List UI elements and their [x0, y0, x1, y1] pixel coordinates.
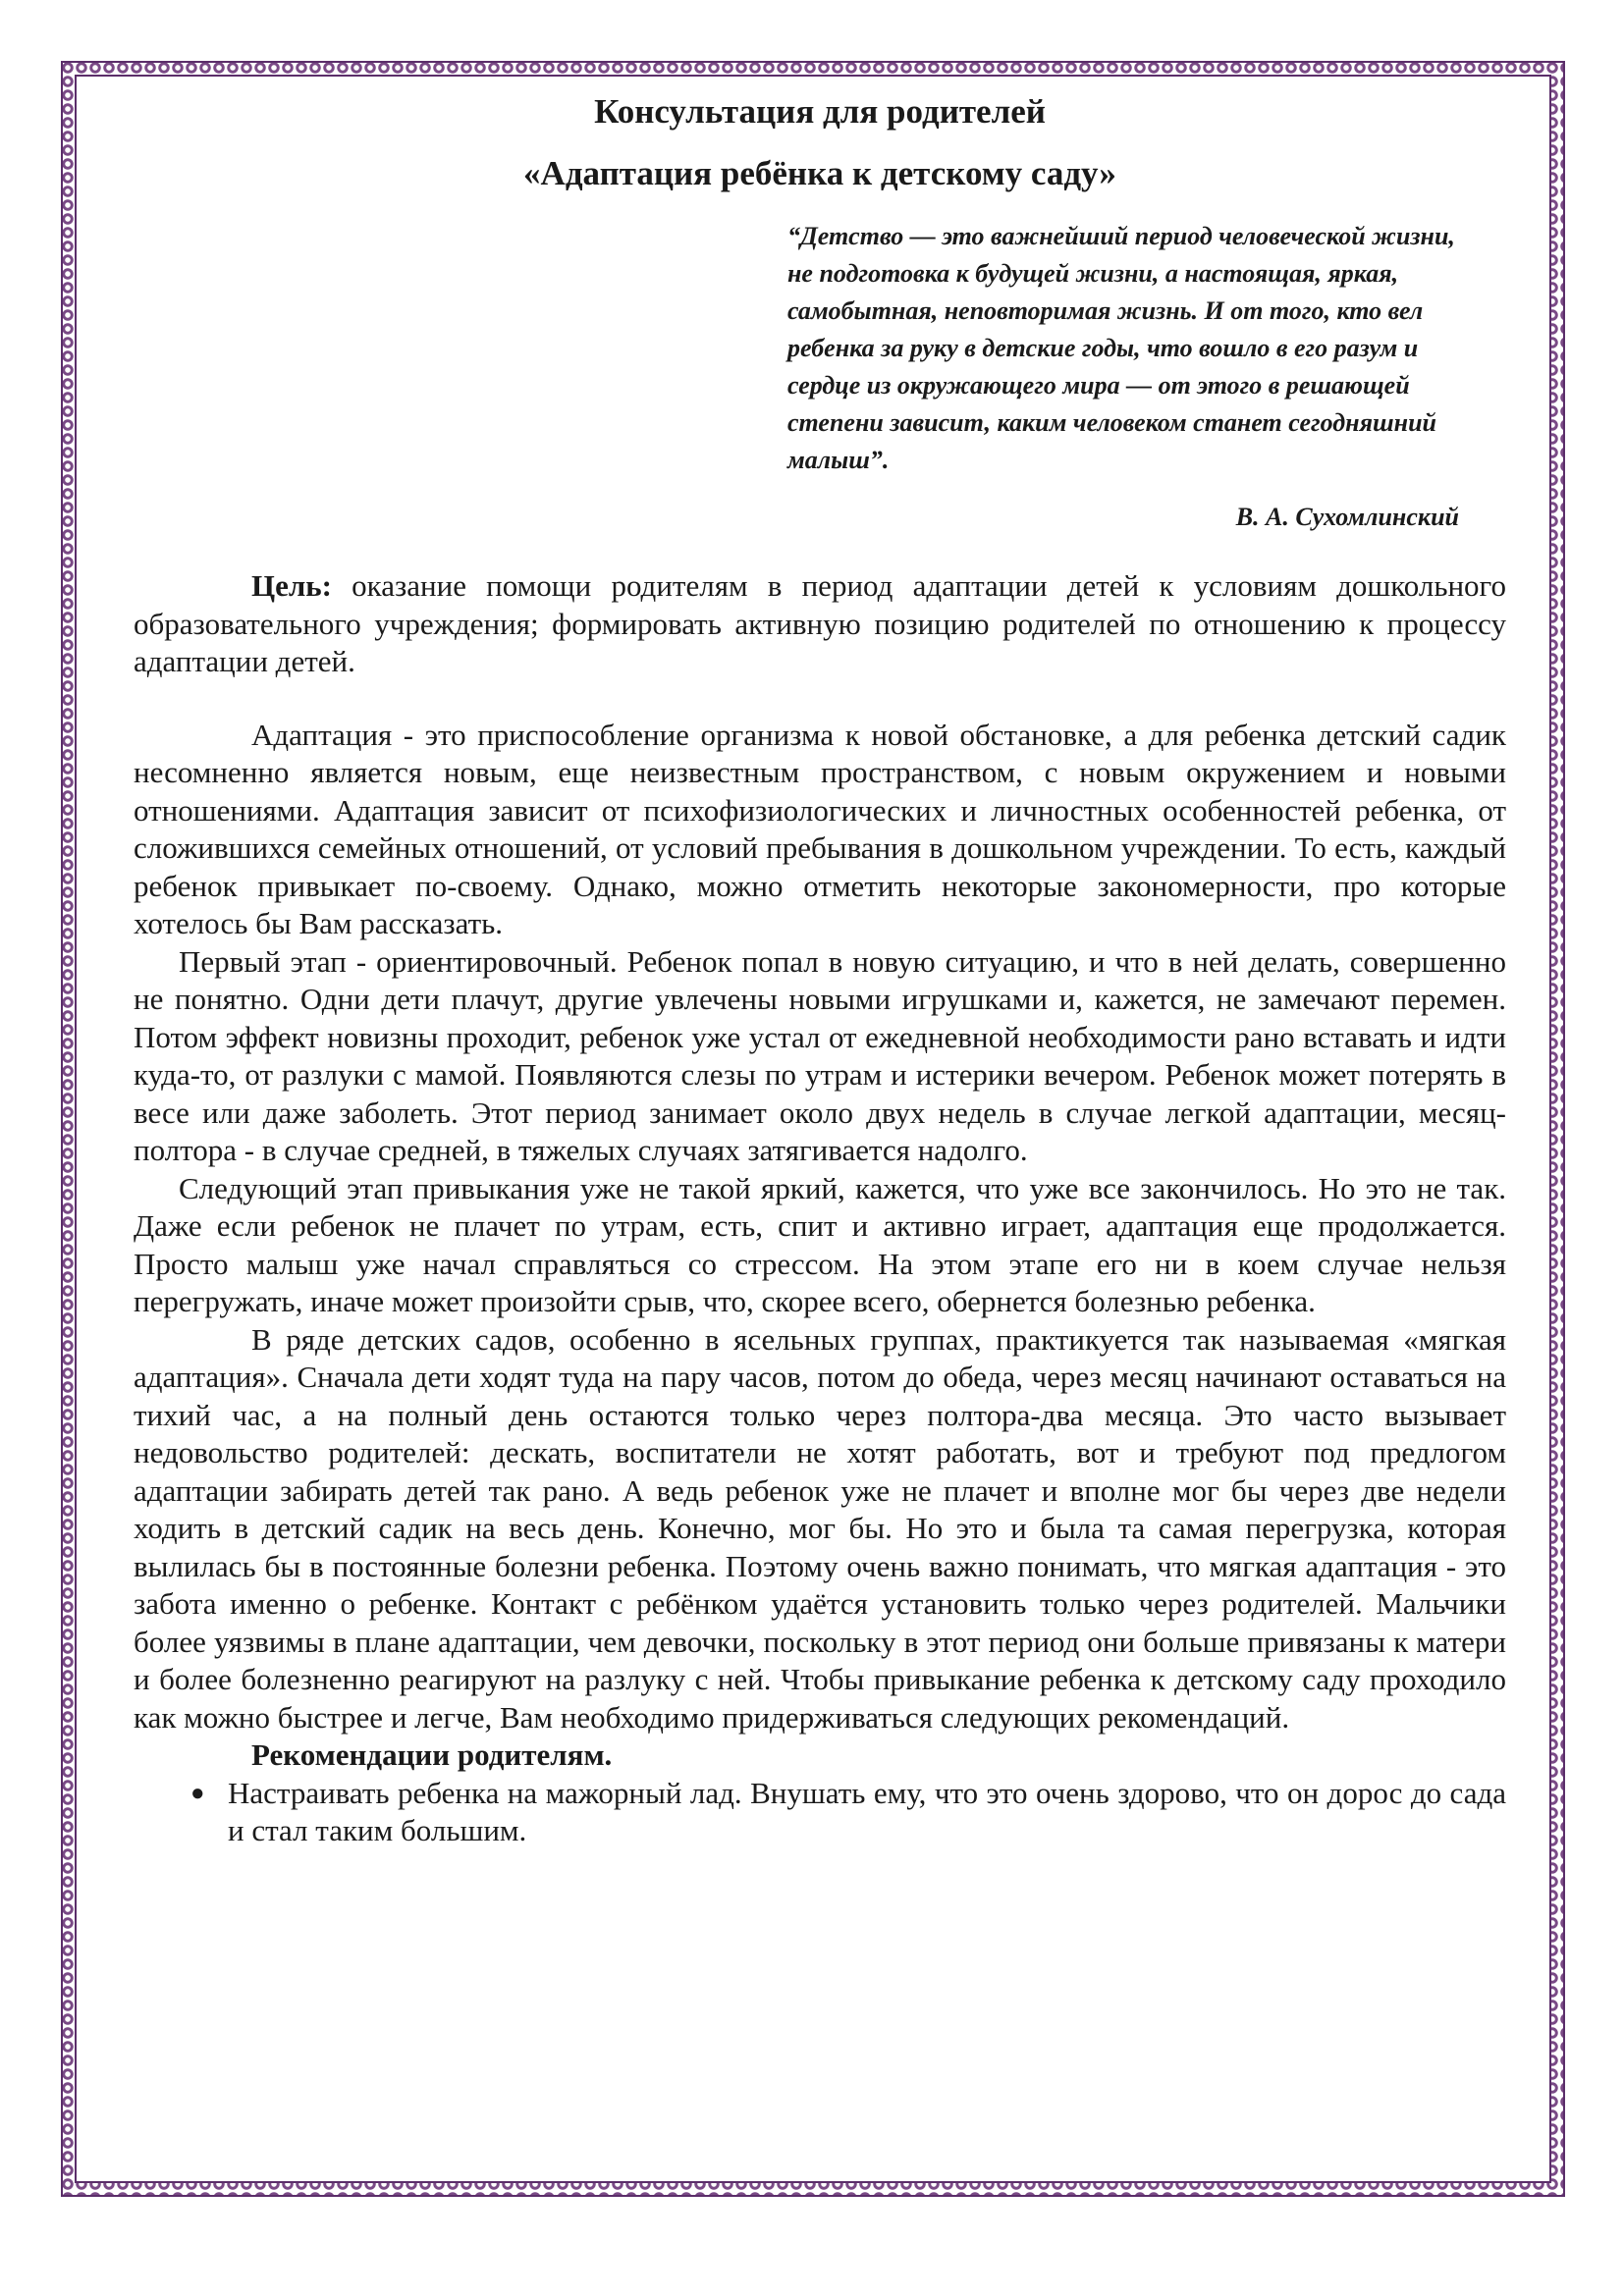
- paragraph-soft-adaptation: В ряде детских садов, особенно в ясельных группах, практикуется так называемая «мягкая адаптация». Сначала дети ходят туда на пару часов, потом до обеда, через месяц начинают оставаться на тихий час, а на полный день остаются только через полтора-два месяца. Это часто вызывает недовольство родителей: дескать, воспитатели не хотят работать, вот и требуют под предлогом адаптации забирать детей так рано. А ведь ребенок уже не плачет и вполне мог бы через две недели ходить в детский садик на весь день. Конечно, мог бы. Но это и была та самая перегрузка, которая вылилась бы в постоянные болезни ребенка. Поэтому очень важно понимать, что мягкая адаптация - это забота именно о ребенке. Контакт с ребёнком удаётся установить только через родителей. Мальчики более уязвимы в плане адаптации, чем девочки, поскольку в этот период они больше привязаны к матери и более болезненно реагируют на разлуку с ней. Чтобы привыкание ребенка к детскому саду проходило как можно быстрее и легче, Вам необходимо придерживаться следующих рекомендаций.: [134, 1321, 1506, 1735]
- recommendations-list: [134, 1775, 1506, 1850]
- paragraph-adaptation: Адаптация - это приспособление организма к новой обстановке, а для ребенка детский садик несомненно является новым, еще неизвестным пространством, с новым окружением и новыми отношениями. Адаптация зависит от психофизиологических и личностных особенностей ребенка, от сложившихся семейных отношений, от условий пребывания в дошкольном учреждении. То есть, каждый ребенок привыкает по-своему. Однако, можно отметить некоторые закономерности, про которые хотелось бы Вам рассказать.: [134, 717, 1506, 940]
- page-title: Консультация для родителей: [594, 92, 1046, 131]
- list-item: [134, 1775, 1506, 1850]
- bullet-icon: ●: [190, 1780, 205, 1806]
- recommendations-title: Рекомендации родителям.: [251, 1737, 613, 1772]
- epigraph-quote: “Детство — это важнейший период человеческой жизни, не подготовка к будущей жизни, а настоящая, яркая, самобытная, неповторимая жизнь. И от того, кто вел ребенка за руку в детские годы, что вошло в его разум и сердце из окружающего мира — от этого в решающей степени зависит, каким человеком станет сегодняшний малыш”.: [787, 222, 1455, 474]
- goal-paragraph: [134, 567, 1506, 681]
- page-subtitle: «Адаптация ребёнка к детскому саду»: [523, 154, 1116, 192]
- paragraph-next-stage: Следующий этап привыкания уже не такой яркий, кажется, что уже все закончилось. Но это не так. Даже если ребенок не плачет по утрам, есть, спит и активно играет, адаптация еще продолжается. Просто малыш уже начал справляться со стрессом. На этом этапе его ни в коем случае нельзя перегружать, иначе может произойти срыв, что, скорее всего, обернется болезнью ребенка.: [134, 1170, 1506, 1318]
- paragraph-first-stage: Первый этап - ориентировочный. Ребенок попал в новую ситуацию, и что в ней делать, совершенно не понятно. Одни дети плачут, другие увлечены новыми игрушками и, кажется, не замечают перемен. Потом эффект новизны проходит, ребенок уже устал от ежедневной необходимости рано вставать и идти куда-то, от разлуки с мамой. Появляются слезы по утрам и истерики вечером. Ребенок может потерять в весе или даже заболеть. Этот период занимает около двух недель в случае легкой адаптации, месяц-полтора - в случае средней, в тяжелых случаях затягивается надолго.: [134, 943, 1506, 1167]
- goal-text: оказание помощи родителям в период адаптации детей к условиям дошкольного образовательного учреждения; формировать активную позицию родителей по отношению к процессу адаптации детей.: [134, 568, 1506, 678]
- document-body: [134, 93, 1506, 1850]
- goal-label: Цель:: [251, 568, 332, 603]
- epigraph-author: В. А. Сухомлинский: [1235, 503, 1459, 531]
- recommendation-text: Настраивать ребенка на мажорный лад. Внушать ему, что это очень здорово, что он дорос до сада и стал таким большим.: [228, 1775, 1506, 1847]
